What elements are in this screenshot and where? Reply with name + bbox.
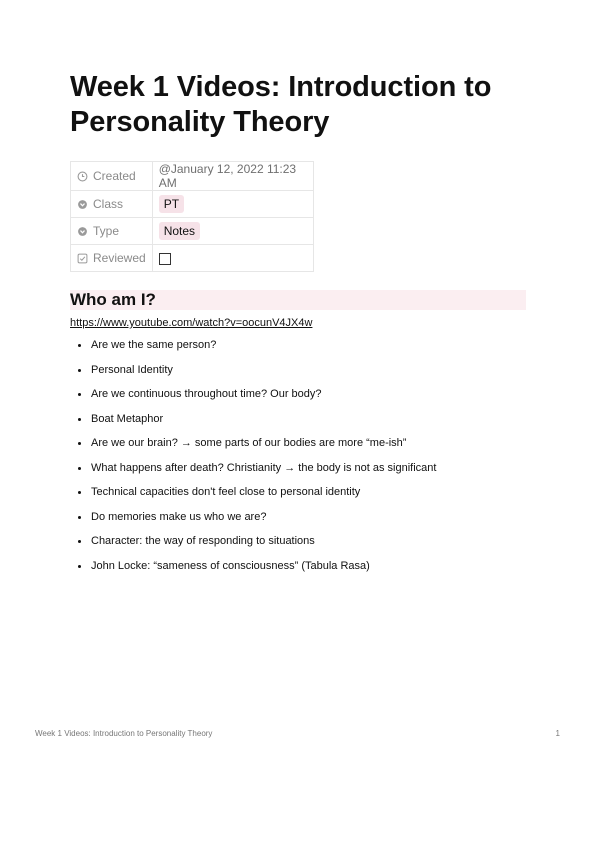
section-heading: Who am I? bbox=[70, 290, 526, 310]
video-link[interactable]: https://www.youtube.com/watch?v=oocunV4JX4w bbox=[70, 317, 313, 329]
select-icon bbox=[77, 226, 88, 237]
list-item: Are we our brain? → some parts of our bodies are more “me-ish” bbox=[70, 436, 526, 450]
footer-page-number: 1 bbox=[555, 729, 560, 738]
list-item: Are we the same person? bbox=[70, 338, 526, 352]
class-tag[interactable]: PT bbox=[159, 195, 184, 213]
checkbox-icon bbox=[77, 253, 88, 264]
property-label-type: Type bbox=[93, 224, 120, 238]
footer-title: Week 1 Videos: Introduction to Personality Theory bbox=[35, 729, 213, 738]
page-title: Week 1 Videos: Introduction to Personality Theory bbox=[70, 71, 492, 138]
list-item: Boat Metaphor bbox=[70, 412, 526, 426]
list-item: What happens after death? Christianity → the body is not as significant bbox=[70, 461, 526, 475]
property-label-class: Class bbox=[93, 197, 124, 211]
page-content bbox=[70, 70, 526, 583]
list-item: Personal Identity bbox=[70, 363, 526, 377]
property-label-reviewed: Reviewed bbox=[93, 251, 146, 265]
created-value: @January 12, 2022 11:23 AM bbox=[152, 162, 313, 191]
property-row-type bbox=[71, 218, 314, 245]
list-item: Technical capacities don't feel close to personal identity bbox=[70, 485, 526, 499]
clock-icon bbox=[77, 171, 88, 182]
property-row-class bbox=[71, 191, 314, 218]
type-tag[interactable]: Notes bbox=[159, 222, 200, 240]
select-icon bbox=[77, 199, 88, 210]
list-item: Character: the way of responding to situations bbox=[70, 534, 526, 548]
list-item: Are we continuous throughout time? Our body? bbox=[70, 387, 526, 401]
reviewed-checkbox[interactable] bbox=[159, 253, 171, 265]
properties-table bbox=[70, 161, 314, 272]
property-row-created bbox=[71, 162, 314, 191]
list-item: John Locke: “sameness of consciousness” (Tabula Rasa) bbox=[70, 559, 526, 573]
property-label-created: Created bbox=[93, 169, 136, 183]
property-row-reviewed bbox=[71, 245, 314, 272]
bullet-list bbox=[70, 338, 526, 573]
list-item: Do memories make us who we are? bbox=[70, 510, 526, 524]
